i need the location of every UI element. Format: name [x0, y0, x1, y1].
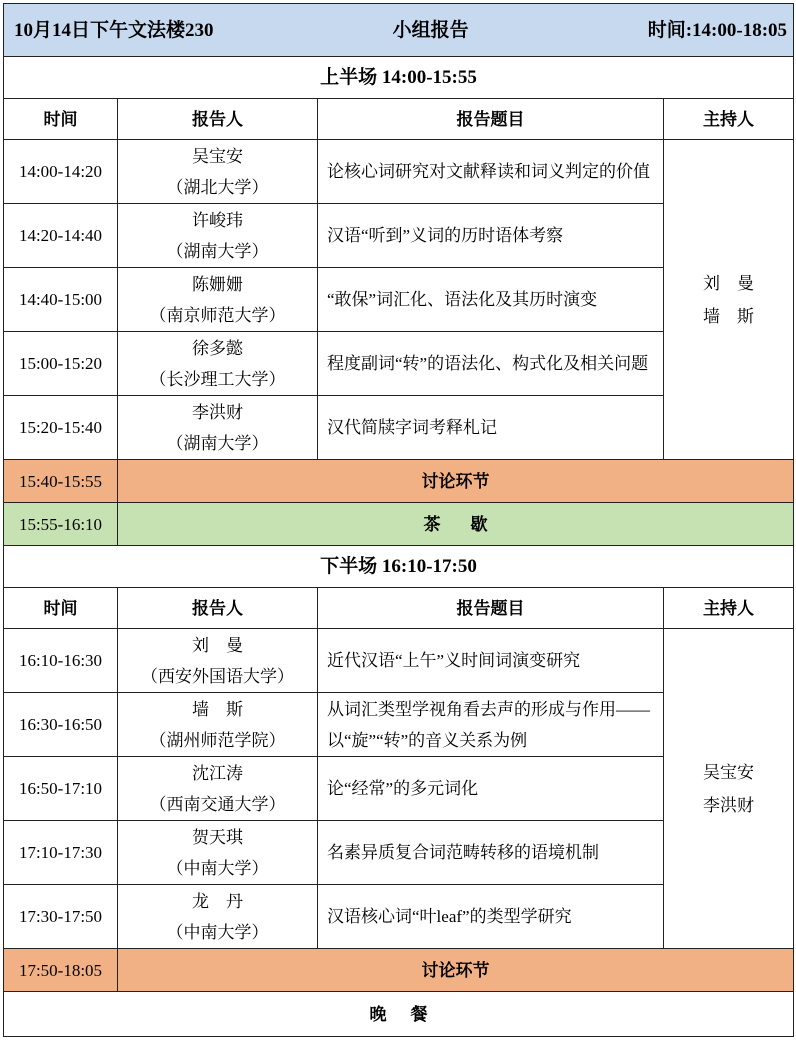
speaker-org: （西南交通大学） [149, 794, 286, 814]
col-header-speaker: 报告人 [118, 588, 318, 629]
session2-title-row [4, 546, 794, 588]
host-cell [664, 629, 794, 949]
topic-cell: 论核心词研究对文献释读和词义判定的价值 [318, 140, 664, 204]
speaker-name: 徐多懿 [192, 338, 243, 358]
time-cell: 14:40-15:00 [4, 268, 118, 332]
time-cell: 14:00-14:20 [4, 140, 118, 204]
speaker-name: 陈姗姗 [192, 274, 243, 294]
speaker-cell [118, 204, 318, 268]
topic-cell: 从词汇类型学视角看去声的形成与作用——以“旋”“转”的音义关系为例 [318, 693, 664, 757]
discussion-label: 讨论环节 [118, 460, 794, 503]
speaker-org: （南京师范大学） [149, 305, 286, 325]
speaker-cell [118, 885, 318, 949]
topic-cell: 程度副词“转”的语法化、构式化及相关问题 [318, 332, 664, 396]
tea-break-label: 茶歇 [118, 503, 794, 546]
speaker-org: （湖北大学） [166, 177, 269, 197]
table-row [4, 140, 794, 204]
speaker-cell [118, 693, 318, 757]
time-cell: 17:30-17:50 [4, 885, 118, 949]
time-cell: 15:00-15:20 [4, 332, 118, 396]
discussion-label: 讨论环节 [118, 949, 794, 992]
tea-break-row [4, 503, 794, 546]
topic-cell: 论“经常”的多元词化 [318, 757, 664, 821]
date-room: 10月14日下午文法楼230 [14, 19, 214, 41]
topic-cell: 近代汉语“上午”义时间词演变研究 [318, 629, 664, 693]
speaker-org: （湖南大学） [166, 241, 269, 261]
col-header-speaker: 报告人 [118, 99, 318, 140]
speaker-name: 许峻玮 [192, 210, 243, 230]
speaker-org: （中南大学） [166, 922, 269, 942]
speaker-cell [118, 629, 318, 693]
time-cell: 15:20-15:40 [4, 396, 118, 460]
topic-cell: “敢保”词汇化、语法化及其历时演变 [318, 268, 664, 332]
tea-break-time: 15:55-16:10 [4, 503, 118, 546]
time-cell: 14:20-14:40 [4, 204, 118, 268]
speaker-name: 刘 曼 [192, 635, 243, 655]
discussion-row [4, 949, 794, 992]
host-name: 吴宝安 [703, 762, 755, 782]
speaker-name: 龙 丹 [192, 891, 243, 911]
dinner-row [4, 992, 794, 1037]
speaker-org: （湖南大学） [166, 433, 269, 453]
col-header-host: 主持人 [664, 99, 794, 140]
speaker-cell [118, 396, 318, 460]
speaker-cell [118, 821, 318, 885]
time-cell: 16:50-17:10 [4, 757, 118, 821]
session1-title-row [4, 57, 794, 99]
speaker-name: 李洪财 [192, 402, 243, 422]
speaker-org: （西安外国语大学） [141, 666, 294, 686]
discussion-time: 17:50-18:05 [4, 949, 118, 992]
table-row [4, 629, 794, 693]
speaker-cell [118, 140, 318, 204]
time-cell: 17:10-17:30 [4, 821, 118, 885]
session1-header-row [4, 99, 794, 140]
title-row [4, 4, 794, 57]
time-cell: 16:10-16:30 [4, 629, 118, 693]
host-name: 李洪财 [703, 795, 755, 815]
session2-header-row [4, 588, 794, 629]
page-title: 小组报告 [392, 19, 469, 41]
time-range: 时间:14:00-18:05 [647, 19, 788, 41]
speaker-name: 沈江涛 [192, 763, 243, 783]
topic-cell: 名素异质复合词范畴转移的语境机制 [318, 821, 664, 885]
dinner-label: 晚餐 [4, 992, 794, 1037]
session1-title: 上半场 14:00-15:55 [4, 57, 794, 99]
speaker-name: 贺天琪 [192, 827, 243, 847]
host-cell [664, 140, 794, 460]
discussion-time: 15:40-15:55 [4, 460, 118, 503]
discussion-row [4, 460, 794, 503]
speaker-org: （长沙理工大学） [149, 369, 286, 389]
speaker-cell [118, 757, 318, 821]
col-header-host: 主持人 [664, 588, 794, 629]
speaker-cell [118, 268, 318, 332]
speaker-cell [118, 332, 318, 396]
col-header-topic: 报告题目 [318, 99, 664, 140]
schedule-table [3, 3, 794, 1037]
speaker-org: （湖州师范学院） [149, 730, 286, 750]
speaker-name: 墙 斯 [192, 699, 243, 719]
topic-cell: 汉代简牍字词考释札记 [318, 396, 664, 460]
host-name: 刘 曼 [703, 273, 755, 293]
time-cell: 16:30-16:50 [4, 693, 118, 757]
col-header-time: 时间 [4, 588, 118, 629]
col-header-topic: 报告题目 [318, 588, 664, 629]
topic-cell: 汉语核心词“叶leaf”的类型学研究 [318, 885, 664, 949]
speaker-name: 吴宝安 [192, 146, 243, 166]
speaker-org: （中南大学） [166, 858, 269, 878]
host-name: 墙 斯 [703, 306, 755, 326]
col-header-time: 时间 [4, 99, 118, 140]
topic-cell: 汉语“听到”义词的历时语体考察 [318, 204, 664, 268]
session2-title: 下半场 16:10-17:50 [4, 546, 794, 588]
